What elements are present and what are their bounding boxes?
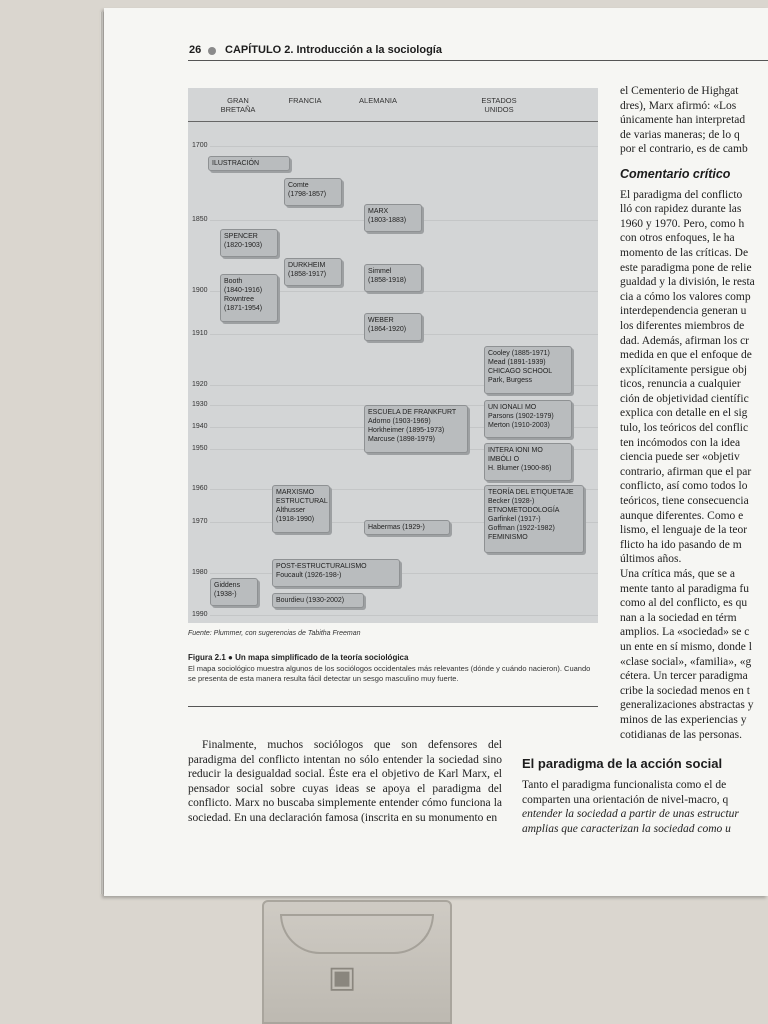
year-label: 1940 <box>192 423 208 430</box>
text-line: dres), Marx afirmó: «Los <box>620 99 737 112</box>
text-line: conflicto, así como todos lo <box>620 480 748 493</box>
node-interaccionismo: INTERA IONI MO IMBÓLI O H. Blumer (1900-86) <box>484 443 572 481</box>
node-durkheim: DURKHEIM (1858-1917) <box>284 258 342 286</box>
text-line: nan a la sociedad en térm <box>620 611 737 624</box>
text-line: ticos, renuncia a cualquier <box>620 378 741 391</box>
text-line: un ente en sí mismo, donde l <box>620 640 752 653</box>
text-line: amplias que caracterizan la sociedad como u <box>522 822 731 835</box>
comentario-critico-heading: Comentario crítico <box>620 166 731 181</box>
text-line: cétera. Un tercer paradigma <box>620 670 748 683</box>
year-label: 1980 <box>192 569 208 576</box>
text-line: El paradigma del conflicto <box>620 188 743 201</box>
text-line: ciencia puede ser «objetiv <box>620 451 740 464</box>
chapter-title: CAPÍTULO 2. Introducción a la sociología <box>225 44 442 56</box>
node-weber: WEBER (1864-1920) <box>364 313 422 341</box>
text-line: mente tanto al paradigma fu <box>620 582 750 595</box>
text-line: explícitamente persigue obj <box>620 363 748 376</box>
section-text <box>522 778 768 836</box>
figure-caption: El mapa sociológico muestra algunos de los sociólogos occidentales más relevantes (dónde y cuándo nacieron). Cuando se presenta de esta manera resulta fácil detectar un sesgo masculino muy fuerte. <box>188 664 591 683</box>
year-label: 1700 <box>192 142 208 149</box>
figure-source: Fuente: Plummer, con sugerencias de Tabitha Freeman <box>188 630 361 637</box>
text-line: Tanto el paradigma funcionalista como el de <box>522 779 727 791</box>
node-teoria-etiquetaje: TEORÍA DEL ETIQUETAJE Becker (1928-) ETNOMETODOLOGÍA Garfinkel (1917-) Goffman (1922-1982) FEMINISMO <box>484 485 584 553</box>
text-line: lló con rapidez durante las <box>620 203 742 216</box>
node-marx: MARX (1803-1883) <box>364 204 422 232</box>
body-text-left <box>188 738 502 825</box>
timeline-gridline <box>210 573 598 574</box>
year-label: 1910 <box>192 330 208 337</box>
text-line: este paradigma pone de relie <box>620 261 752 274</box>
node-marxismo-estructural: MARXISMO ESTRUCTURAL Althusser (1918-1990) <box>272 485 330 533</box>
year-label: 1990 <box>192 611 208 618</box>
text-line: por el contrario, es de camb <box>620 143 748 156</box>
node-post-estructuralismo: POST-ESTRUCTURALISMO Foucault (1926-198-) <box>272 559 400 587</box>
year-label: 1920 <box>192 381 208 388</box>
text-line: ción de objetividad científic <box>620 392 749 405</box>
node-bourdieu: Bourdieu (1930-2002) <box>272 593 364 608</box>
film-reel-icon: ▣ <box>327 960 357 995</box>
text-line: momento de las críticas. De <box>620 246 749 259</box>
text-line: aunque diferentes. Como e <box>620 509 744 522</box>
text-line: con otros enfoques, le ha <box>620 232 735 245</box>
text-line: cotidianas de las personas. <box>620 728 742 741</box>
book-page <box>104 8 768 896</box>
paragraph: Finalmente, muchos sociólogos que son defensores del paradigma del conflicto intentan no sólo entender la sociedad sino reducir la desigualdad social. Éste era el objetivo de Karl Marx, el pensador social sobre cuyas ideas se apoya el paradigma del conflicto. Marx no buscaba simplemente entender cómo funciona la sociedad. En una declaración famosa (inscrita en su monumento en <box>188 739 502 824</box>
text-line: generalizaciones abstractas y <box>620 699 754 712</box>
text-line: explica con detalle en el sig <box>620 407 748 420</box>
right-column <box>620 84 768 742</box>
text-line: «clase social», «familia», «g <box>620 655 752 668</box>
text-line: entender la sociedad a partir de unas estructur <box>522 808 739 820</box>
text-line: únicamente han interpretad <box>620 114 746 127</box>
text-line: flicto ha ido pasando de m <box>620 538 742 551</box>
figure-header-rule <box>188 121 598 122</box>
node-escuela-frankfurt: ESCUELA DE FRANKFURT Adorno (1903-1969) Horkheimer (1895-1973) Marcuse (1898-1979) <box>364 405 468 453</box>
comentario-critico-text <box>620 188 768 743</box>
year-label: 1970 <box>192 518 208 525</box>
text-line: tulo, los teóricos del conflic <box>620 422 749 435</box>
node-spencer: SPENCER (1820-1903) <box>220 229 278 257</box>
text-line: lismo, el lenguaje de la teor <box>620 524 748 537</box>
section-heading: El paradigma de la acción social <box>522 756 723 771</box>
year-label: 1930 <box>192 401 208 408</box>
column-head-francia: FRANCIA <box>288 96 322 105</box>
text-line: de varias maneras; de lo q <box>620 128 740 141</box>
header-rule <box>188 60 768 61</box>
text-line: comparten una orientación de nivel-macro, q <box>522 793 729 806</box>
figure-title: Figura 2.1 ● Un mapa simplificado de la teoría sociológica <box>188 653 409 662</box>
text-line: Una crítica más, que se a <box>620 568 735 580</box>
text-line: el Cementerio de Highgat <box>620 85 739 97</box>
text-line: cribe la sociedad menos en t <box>620 684 750 697</box>
column-head-alemania: ALEMANIA <box>359 96 397 105</box>
text-line: amplios. La «sociedad» se c <box>620 626 750 639</box>
year-label: 1950 <box>192 445 208 452</box>
column-head-estados-unidos: ESTADOS UNIDOS <box>481 96 517 114</box>
node-giddens: Giddens (1938-) <box>210 578 258 606</box>
text-line: últimos años. <box>620 553 682 566</box>
column-head-gran-bretana: GRAN BRETAÑA <box>220 96 256 114</box>
node-ilustracion: ILUSTRACIÓN <box>208 156 290 171</box>
page-number: 26 <box>189 44 202 56</box>
node-simmel: Simmel (1858-1918) <box>364 264 422 292</box>
header-bullet-icon <box>208 47 216 55</box>
year-label: 1960 <box>192 485 208 492</box>
text-line: ten incómodos con la idea <box>620 436 741 449</box>
figure-bottom-rule <box>188 706 598 707</box>
text-line: medida en que el enfoque de <box>620 349 752 362</box>
text-line: los diferentes miembros de <box>620 319 745 332</box>
node-habermas: Habermas (1929-) <box>364 520 450 535</box>
year-label: 1850 <box>192 216 208 223</box>
timeline-gridline <box>210 615 598 616</box>
text-line: teóricos, tiene consecuencia <box>620 495 749 508</box>
sociology-map-figure <box>188 88 598 623</box>
node-booth-rowntree: Booth (1840-1916) Rowntree (1871-1954) <box>220 274 278 322</box>
text-line: dad. Además, afirman los cr <box>620 334 750 347</box>
text-line: interdependencia generan u <box>620 305 747 318</box>
text-line: como al del conflicto, es qu <box>620 597 748 610</box>
node-comte: Comte (1798-1857) <box>284 178 342 206</box>
text-line: minos de las experiencias y <box>620 713 747 726</box>
scanner-clip <box>262 900 452 1024</box>
text-line: contrario, afirman que el par <box>620 465 752 478</box>
text-line: gualdad y la división, le resta <box>620 276 755 289</box>
text-line: cia a cómo los valores comp <box>620 290 751 303</box>
node-chicago-school: Cooley (1885-1971) Mead (1891-1939) CHICAGO SCHOOL Park, Burgess <box>484 346 572 394</box>
timeline-gridline <box>210 146 598 147</box>
clip-notch <box>280 914 434 954</box>
text-line: 1960 y 1970. Pero, como h <box>620 217 745 230</box>
year-label: 1900 <box>192 287 208 294</box>
node-funcionalismo: UN IONALI MO Parsons (1902-1979) Merton (1910-2003) <box>484 400 572 438</box>
